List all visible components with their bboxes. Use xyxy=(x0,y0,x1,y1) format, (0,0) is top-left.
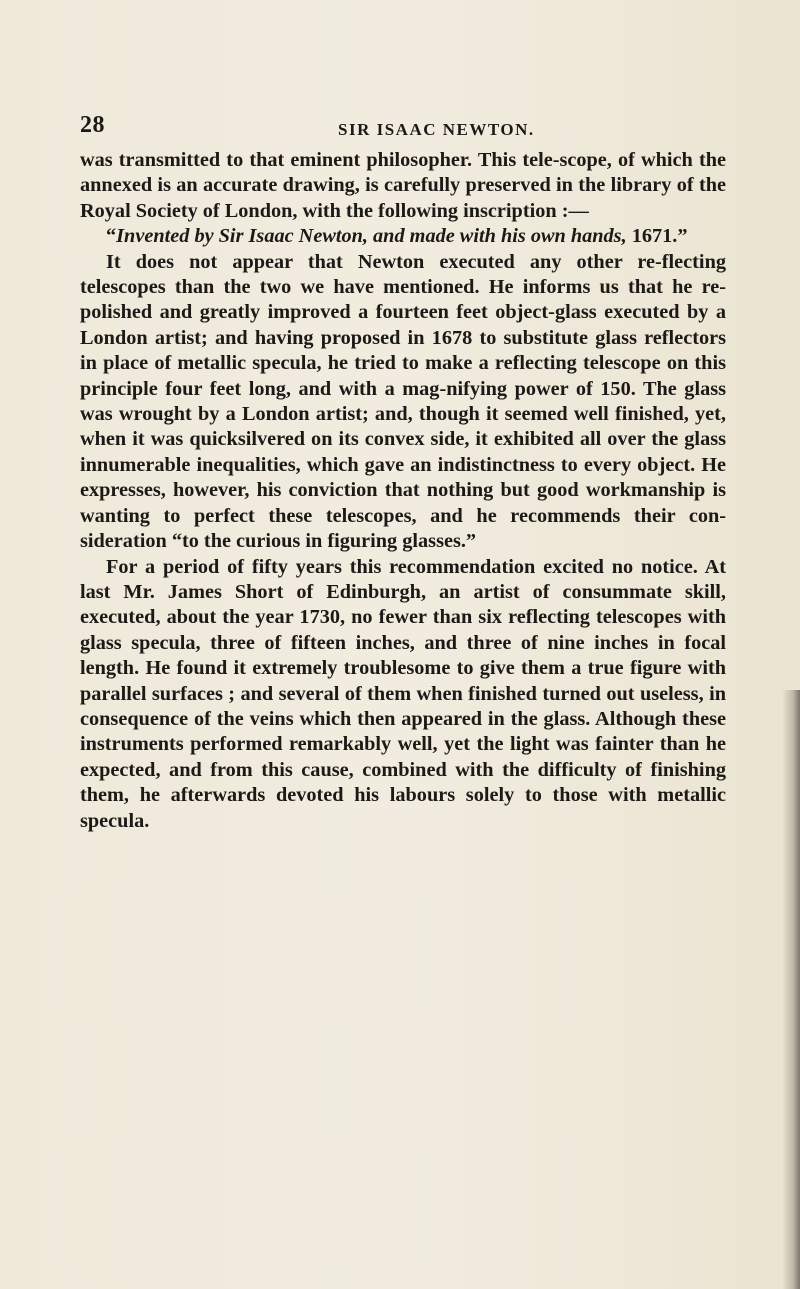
quote-close: 1671.” xyxy=(626,225,688,248)
paragraph-3: For a period of fifty years this recommendation excited no notice. At last Mr. James Short of Edinburgh, an artist of consummate skill, executed, about the year 1730, no fewer than six reflecting telescopes with glass specula, three of fifteen inches, and three of nine inches in focal length. He found it extremely troublesome to give them a true figure with parallel surfaces ; and several of them when finished turned out useless, in consequence of the veins which then appeared in the glass. Although these instruments performed remarkably well, yet the light was fainter than he expected, and from this cause, combined with the difficulty of finishing them, he afterwards devoted his labours solely to those with metallic specula. xyxy=(80,555,726,832)
page-edge-shadow xyxy=(782,690,800,1289)
quote-open: “ xyxy=(106,225,117,248)
paragraph-1-intro: was transmitted to that eminent philosopher. This tele-scope, of which the annexed is an accurate drawing, is carefully preserved in the library of the Royal Society of London, with the following inscription :— xyxy=(80,149,726,222)
running-head xyxy=(80,112,760,148)
paragraph-2: It does not appear that Newton executed any other re-flecting telescopes than the two we have mentioned. He informs us that he re-polished and greatly improved a fourteen feet object-glass executed by a London artist; and having proposed in 1678 to substitute glass reflectors in place of metallic specula, he tried to make a reflecting telescope on this principle four feet long, and with a mag-nifying power of 150. The glass was wrought by a London artist; and, though it seemed well finished, yet, when it was quicksilvered on its convex side, it exhibited all over the glass innumerable inequalities, which gave an indistinctness to every object. He expresses, however, his conviction that nothing but good workmanship is wanting to perfect these telescopes, and he recommends their con-sideration “to the curious in figuring glasses.” xyxy=(80,250,726,553)
paragraph-1 xyxy=(80,148,726,250)
running-title: SIR ISAAC NEWTON. xyxy=(338,120,535,139)
inscription-quote: Invented by Sir Isaac Newton, and made with his own hands, xyxy=(116,225,627,248)
page-number: 28 xyxy=(80,112,105,138)
body-text xyxy=(80,148,726,834)
